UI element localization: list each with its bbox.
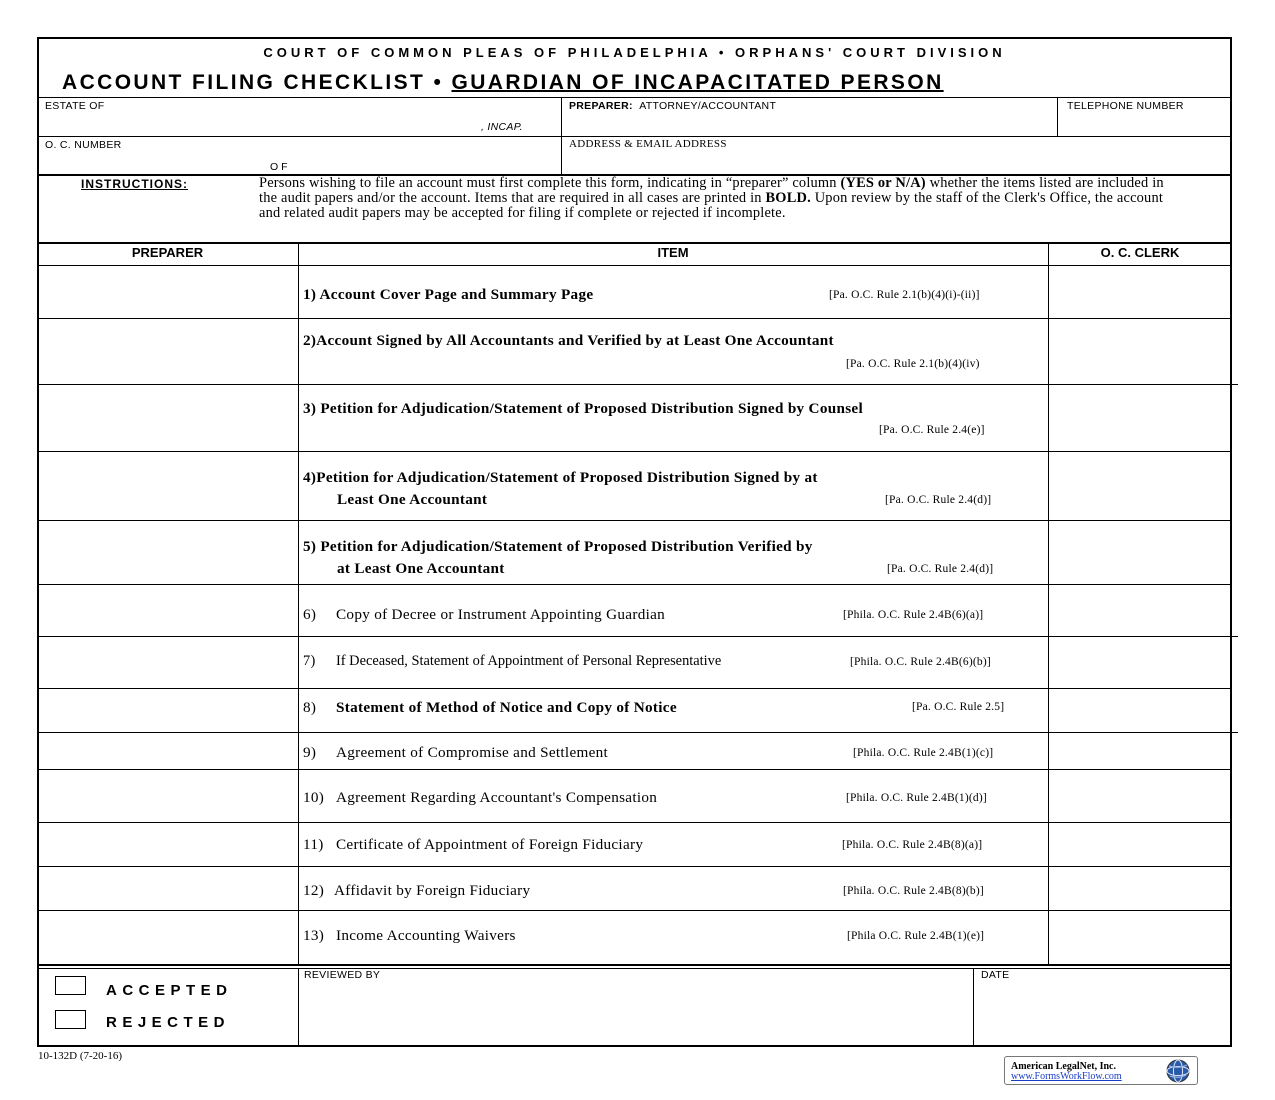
publisher-name: American LegalNet, Inc. xyxy=(1011,1061,1116,1072)
item-text: 2)Account Signed by All Accountants and Verified by at Least One Accountant xyxy=(303,332,834,349)
clerk-column-header: O. C. CLERK xyxy=(1100,245,1180,260)
title-left: ACCOUNT FILING CHECKLIST • xyxy=(62,71,444,94)
item-text: 1) Account Cover Page and Summary Page xyxy=(303,286,594,303)
item-5 xyxy=(303,538,813,556)
item-12 xyxy=(303,882,324,900)
rejected-label: REJECTED xyxy=(106,1014,231,1031)
row-line xyxy=(37,732,1238,733)
item-9 xyxy=(303,744,316,762)
item-8-rule: [Pa. O.C. Rule 2.5] xyxy=(912,701,1005,713)
title-right: GUARDIAN OF INCAPACITATED PERSON xyxy=(451,71,944,94)
rule-line xyxy=(561,97,562,174)
row-line xyxy=(37,688,1232,689)
yes-na-emphasis: (YES or N/A) xyxy=(840,175,926,191)
item-text: Least One Accountant xyxy=(337,491,488,508)
item-9-rule: [Phila. O.C. Rule 2.4B(1)(c)] xyxy=(853,747,994,759)
item-10 xyxy=(303,789,324,807)
item-text: 5) Petition for Adjudication/Statement of Proposed Distribution Verified by xyxy=(303,538,813,555)
item-10-text: Agreement Regarding Accountant's Compensation xyxy=(336,789,658,806)
item-7-text: If Deceased, Statement of Appointment of Personal Representative xyxy=(336,653,722,669)
row-line xyxy=(37,866,1232,867)
court-heading: COURT OF COMMON PLEAS OF PHILADELPHIA • ORPHANS' COURT DIVISION xyxy=(263,45,1006,60)
item-text: Statement of Method of Notice and Copy of Notice xyxy=(336,699,677,716)
form-title xyxy=(62,71,1212,95)
instructions-text xyxy=(259,176,1174,220)
item-11-text: Certificate of Appointment of Foreign Fiduciary xyxy=(336,836,644,853)
item-text: 3) Petition for Adjudication/Statement of Proposed Distribution Signed by Counsel xyxy=(303,400,863,417)
oc-number-field[interactable]: O. C. NUMBER xyxy=(45,139,122,151)
row-line xyxy=(37,520,1232,521)
item-5-rule: [Pa. O.C. Rule 2.4(d)] xyxy=(887,563,994,575)
item-number: 9) xyxy=(303,744,317,761)
rejected-checkbox[interactable] xyxy=(55,1010,86,1029)
item-3 xyxy=(303,400,863,418)
preparer-field[interactable] xyxy=(569,100,776,112)
row-line xyxy=(37,769,1232,770)
item-number: 7) xyxy=(303,653,316,669)
rule-line xyxy=(37,97,1232,98)
item-4-line2 xyxy=(337,491,487,509)
column-divider xyxy=(1048,242,1049,965)
telephone-field[interactable]: TELEPHONE NUMBER xyxy=(1067,100,1184,112)
accepted-checkbox[interactable] xyxy=(55,976,86,995)
item-11 xyxy=(303,836,324,854)
bold-emphasis: BOLD. xyxy=(765,189,811,206)
item-number: 11) xyxy=(303,836,324,853)
item-8 xyxy=(303,699,316,717)
item-text: 4)Petition for Adjudication/Statement of Proposed Distribution Signed by at xyxy=(303,469,818,486)
preparer-type: ATTORNEY/ACCOUNTANT xyxy=(639,100,777,112)
row-line xyxy=(37,636,1238,637)
item-10-rule: [Phila. O.C. Rule 2.4B(1)(d)] xyxy=(846,792,987,804)
column-divider xyxy=(298,242,299,965)
row-line xyxy=(37,584,1232,585)
row-line xyxy=(37,384,1238,385)
item-number: 8) xyxy=(303,699,317,716)
rule-line xyxy=(37,265,1232,266)
rule-line xyxy=(1057,97,1058,136)
item-number: 12) xyxy=(303,882,325,899)
item-2-rule: [Pa. O.C. Rule 2.1(b)(4)(iv) xyxy=(846,358,980,370)
row-line xyxy=(37,910,1232,911)
item-number: 6) xyxy=(303,606,317,623)
item-5-line2 xyxy=(337,560,505,578)
of-label: OF xyxy=(270,161,291,173)
column-divider xyxy=(298,968,299,1047)
item-8-text xyxy=(336,699,677,717)
item-number: 13) xyxy=(303,927,325,944)
column-divider xyxy=(973,968,974,1047)
reviewed-by-field[interactable]: REVIEWED BY xyxy=(304,969,381,981)
item-13-rule: [Phila O.C. Rule 2.4B(1)(e)] xyxy=(847,930,985,942)
row-line xyxy=(37,822,1232,823)
preparer-column-header: PREPARER xyxy=(131,245,204,260)
item-column-header: ITEM xyxy=(657,245,689,260)
rule-line xyxy=(37,968,1232,969)
estate-of-field[interactable]: ESTATE OF xyxy=(45,100,105,112)
item-11-rule: [Phila. O.C. Rule 2.4B(8)(a)] xyxy=(842,839,983,851)
rule-line xyxy=(37,242,1232,244)
item-7 xyxy=(303,653,316,670)
item-text: at Least One Accountant xyxy=(337,560,505,577)
item-6-rule: [Phila. O.C. Rule 2.4B(6)(a)] xyxy=(843,609,984,621)
item-6 xyxy=(303,606,316,624)
form-code: 10-132D (7-20-16) xyxy=(38,1050,123,1062)
item-4 xyxy=(303,469,818,487)
row-line xyxy=(37,451,1232,452)
instructions-part: Upon review by the staff of the Clerk's Office, the account and related audit papers may be accepted for filing if complete or rejected if incomplete. xyxy=(259,189,1164,221)
address-field[interactable]: ADDRESS & EMAIL ADDRESS xyxy=(569,138,727,150)
instructions-part: Persons wishing to file an account must first complete this form, indicating in “preparer” column xyxy=(259,175,837,191)
item-3-rule: [Pa. O.C. Rule 2.4(e)] xyxy=(879,424,985,436)
row-line xyxy=(37,964,1232,966)
instructions-part: whether the items listed are included in the audit papers and/or the account. Items that are required in all cases are printed in xyxy=(259,175,1164,206)
item-2 xyxy=(303,332,834,350)
globe-icon xyxy=(1166,1059,1190,1083)
incap-label: , INCAP. xyxy=(481,121,523,133)
item-number: 10) xyxy=(303,789,325,806)
rule-line xyxy=(37,136,1232,137)
preparer-label: PREPARER: xyxy=(569,100,633,112)
date-field[interactable]: DATE xyxy=(981,969,1010,981)
item-4-rule: [Pa. O.C. Rule 2.4(d)] xyxy=(885,494,992,506)
item-1 xyxy=(303,286,593,304)
item-13 xyxy=(303,927,324,945)
item-6-text: Copy of Decree or Instrument Appointing Guardian xyxy=(336,606,666,623)
item-13-text: Income Accounting Waivers xyxy=(336,927,516,944)
accepted-label: ACCEPTED xyxy=(106,982,233,999)
item-9-text: Agreement of Compromise and Settlement xyxy=(336,744,609,761)
row-line xyxy=(37,318,1232,319)
item-12-text: Affidavit by Foreign Fiduciary xyxy=(334,882,531,899)
item-1-rule: [Pa. O.C. Rule 2.1(b)(4)(i)-(ii)] xyxy=(829,289,980,301)
item-7-rule: [Phila. O.C. Rule 2.4B(6)(b)] xyxy=(850,656,991,668)
item-12-rule: [Phila. O.C. Rule 2.4B(8)(b)] xyxy=(843,885,984,897)
publisher-link[interactable]: www.FormsWorkFlow.com xyxy=(1011,1071,1122,1082)
publisher-logo xyxy=(1004,1056,1198,1085)
instructions-label: INSTRUCTIONS: xyxy=(81,177,188,191)
